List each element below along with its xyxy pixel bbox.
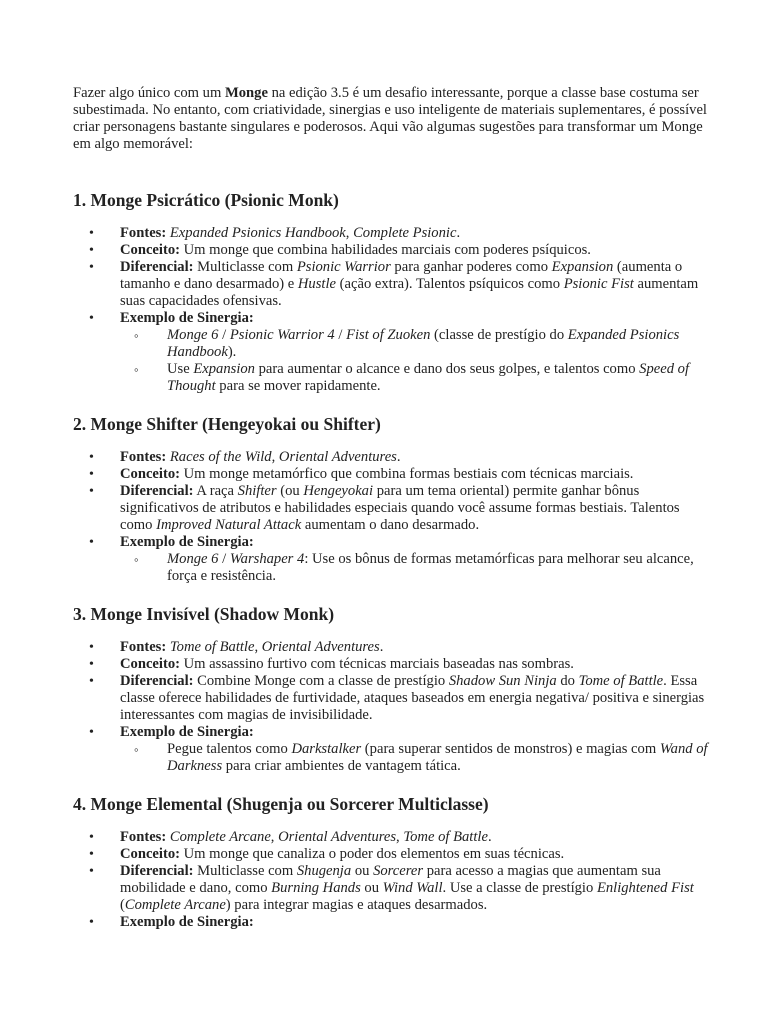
list-item xyxy=(120,449,708,466)
sub-list xyxy=(120,551,708,585)
text-run: / xyxy=(218,327,230,343)
bullet-list xyxy=(73,225,708,395)
section-heading: 1. Monge Psicrático (Psionic Monk) xyxy=(73,190,339,210)
text-run: Um assassino furtivo com técnicas marciais baseadas nas sombras. xyxy=(179,656,574,672)
text-run: (para superar sentidos de monstros) e magias com xyxy=(361,741,660,757)
italic-text: Psionic Warrior xyxy=(296,259,391,275)
text-run: (aumenta o tamanho e dano desarmado) e xyxy=(120,259,683,292)
list-item xyxy=(120,534,708,585)
italic-text: Fist of Zuoken xyxy=(346,327,431,343)
italic-text: Speed of Thought xyxy=(167,361,690,394)
text-run: : Use os bônus de formas metamórficas para melhorar seu alcance, força e resistência. xyxy=(167,551,694,584)
text-run: . xyxy=(379,639,384,655)
sub-list-item xyxy=(167,741,708,775)
intro-paragraph xyxy=(73,85,708,153)
text-run: . xyxy=(487,829,492,845)
text-run: para um tema oriental) permite ganhar bônus significativos de atributos e habilidades especiais quando você assume formas bestiais. Talentos como xyxy=(120,483,680,533)
list-item xyxy=(120,673,708,724)
list-item xyxy=(120,829,708,846)
italic-text: Shugenja xyxy=(296,863,352,879)
text-run: Um monge que canaliza o poder dos elementos em suas técnicas. xyxy=(179,846,565,862)
bold-text: Fontes: xyxy=(120,225,167,241)
italic-text: Expanded Psionics Handbook xyxy=(167,327,680,360)
list-item xyxy=(120,724,708,775)
italic-text: Tome of Battle xyxy=(169,639,255,655)
italic-text: Tome of Battle xyxy=(578,673,664,689)
bold-text: Fontes: xyxy=(120,829,167,845)
text-run: / xyxy=(218,551,230,567)
text-run: . Use a classe de prestígio xyxy=(442,880,597,896)
bold-text: Conceito: xyxy=(120,466,180,482)
bold-text: Diferencial: xyxy=(120,673,194,689)
list-item xyxy=(120,846,708,863)
text-run: , xyxy=(396,829,404,845)
text-run: Multiclasse com xyxy=(193,259,297,275)
text-run: Um monge que combina habilidades marciais com poderes psíquicos. xyxy=(179,242,591,258)
italic-text: Burning Hands xyxy=(271,880,361,896)
section-heading: 2. Monge Shifter (Hengeyokai ou Shifter) xyxy=(73,414,381,434)
text-run: / xyxy=(334,327,347,343)
italic-text: Monge 6 xyxy=(167,327,219,343)
text-run: para acesso a magias que aumentam sua mobilidade e dano, como xyxy=(120,863,661,896)
text-run: para aumentar o alcance e dano dos seus golpes, e talentos como xyxy=(254,361,640,377)
italic-text: Expanded Psionics Handbook xyxy=(169,225,346,241)
bold-text: Monge xyxy=(224,85,268,101)
italic-text: Darkstalker xyxy=(291,741,362,757)
section xyxy=(73,189,708,395)
list-item xyxy=(120,639,708,656)
list-item xyxy=(120,466,708,483)
sub-list xyxy=(120,741,708,775)
italic-text: Hengeyokai xyxy=(303,483,374,499)
list-item xyxy=(120,483,708,534)
bullet-list xyxy=(73,639,708,775)
italic-text: Shadow Sun Ninja xyxy=(448,673,557,689)
section xyxy=(73,603,708,775)
text-run: . xyxy=(396,449,401,465)
bold-text: Exemplo de Sinergia: xyxy=(120,914,254,930)
italic-text: Tome of Battle xyxy=(403,829,488,845)
italic-text: Expansion xyxy=(193,361,255,377)
text-run: (classe de prestígio do xyxy=(430,327,568,343)
italic-text: Complete Arcane xyxy=(124,897,226,913)
italic-text: Warshaper 4 xyxy=(229,551,305,567)
text-run: Um monge metamórfico que combina formas bestiais com técnicas marciais. xyxy=(179,466,634,482)
text-run: Fazer algo único com um xyxy=(73,85,225,101)
bullet-list xyxy=(73,829,708,931)
bold-text: Diferencial: xyxy=(120,259,194,275)
text-run: , xyxy=(271,449,279,465)
italic-text: Oriental Adventures xyxy=(278,829,397,845)
text-run: Pegue talentos como xyxy=(167,741,292,757)
italic-text: Complete Psionic xyxy=(353,225,457,241)
bold-text: Exemplo de Sinergia: xyxy=(120,310,254,326)
text-run: Use xyxy=(167,361,194,377)
sub-list-item xyxy=(167,327,708,361)
text-run: para se mover rapidamente. xyxy=(215,378,381,394)
sections-container xyxy=(73,189,708,931)
text-run: para ganhar poderes como xyxy=(390,259,552,275)
text-run: ( xyxy=(120,897,125,913)
bold-text: Exemplo de Sinergia: xyxy=(120,534,254,550)
bold-text: Conceito: xyxy=(120,846,180,862)
text-run: do xyxy=(556,673,579,689)
text-run: , xyxy=(270,829,279,845)
text-run: A raça xyxy=(193,483,238,499)
list-item xyxy=(120,656,708,673)
section-heading: 4. Monge Elemental (Shugenja ou Sorcerer Multiclasse) xyxy=(73,794,489,814)
text-run: na edição 3.5 é um desafio interessante, porque a classe base costuma ser subestimada. No entanto, com criatividade, sinergias e uso inteligente de materiais suplementares, é possível criar personagens bastante singulares e poderosos. Aqui vão algumas sugestões para transformar um Monge em algo memorável: xyxy=(73,85,707,152)
list-item xyxy=(120,242,708,259)
text-run: ). xyxy=(227,344,237,360)
italic-text: Wind Wall xyxy=(382,880,443,896)
text-run: Combine Monge com a classe de prestígio xyxy=(193,673,449,689)
list-item xyxy=(120,914,708,931)
italic-text: Hustle xyxy=(297,276,336,292)
italic-text: Monge 6 xyxy=(167,551,219,567)
text-run: . Essa classe oferece habilidades de furtividade, ataques baseados em energia negativa/ positiva e sinergias interessantes com magias de invisibilidade. xyxy=(120,673,705,723)
bold-text: Conceito: xyxy=(120,656,180,672)
bold-text: Exemplo de Sinergia: xyxy=(120,724,254,740)
bold-text: Conceito: xyxy=(120,242,180,258)
bullet-list xyxy=(73,449,708,585)
text-run: ou xyxy=(351,863,374,879)
italic-text: Expansion xyxy=(551,259,614,275)
section-heading: 3. Monge Invisível (Shadow Monk) xyxy=(73,604,335,624)
section xyxy=(73,413,708,585)
text-run: (ação extra). Talentos psíquicos como xyxy=(336,276,564,292)
italic-text: Oriental Adventures xyxy=(261,639,380,655)
list-item xyxy=(120,259,708,310)
text-run: . xyxy=(456,225,461,241)
list-item xyxy=(120,310,708,395)
text-run: , xyxy=(254,639,262,655)
italic-text: Enlightened Fist xyxy=(596,880,694,896)
text-run: (ou xyxy=(276,483,304,499)
bold-text: Fontes: xyxy=(120,639,167,655)
text-run: para criar ambientes de vantagem tática. xyxy=(222,758,461,774)
bold-text: Diferencial: xyxy=(120,483,194,499)
italic-text: Sorcerer xyxy=(373,863,424,879)
text-run: ) para integrar magias e ataques desarmados. xyxy=(225,897,488,913)
italic-text: Psionic Fist xyxy=(563,276,634,292)
sub-list-item xyxy=(167,551,708,585)
list-item xyxy=(120,225,708,242)
italic-text: Oriental Adventures xyxy=(278,449,397,465)
list-item xyxy=(120,863,708,914)
italic-text: Complete Arcane xyxy=(169,829,271,845)
italic-text: Shifter xyxy=(237,483,277,499)
bold-text: Diferencial: xyxy=(120,863,194,879)
italic-text: Psionic Warrior 4 xyxy=(229,327,335,343)
italic-text: Races of the Wild xyxy=(169,449,272,465)
italic-text: Wand of Darkness xyxy=(167,741,708,774)
text-run: aumentam o dano desarmado. xyxy=(301,517,480,533)
sub-list-item xyxy=(167,361,708,395)
bold-text: Fontes: xyxy=(120,449,167,465)
text-run: Multiclasse com xyxy=(193,863,297,879)
section xyxy=(73,793,708,931)
text-run: aumentam suas capacidades ofensivas. xyxy=(120,276,699,309)
sub-list xyxy=(120,327,708,395)
italic-text: Improved Natural Attack xyxy=(156,517,302,533)
text-run: ou xyxy=(360,880,383,896)
text-run: , xyxy=(345,225,354,241)
